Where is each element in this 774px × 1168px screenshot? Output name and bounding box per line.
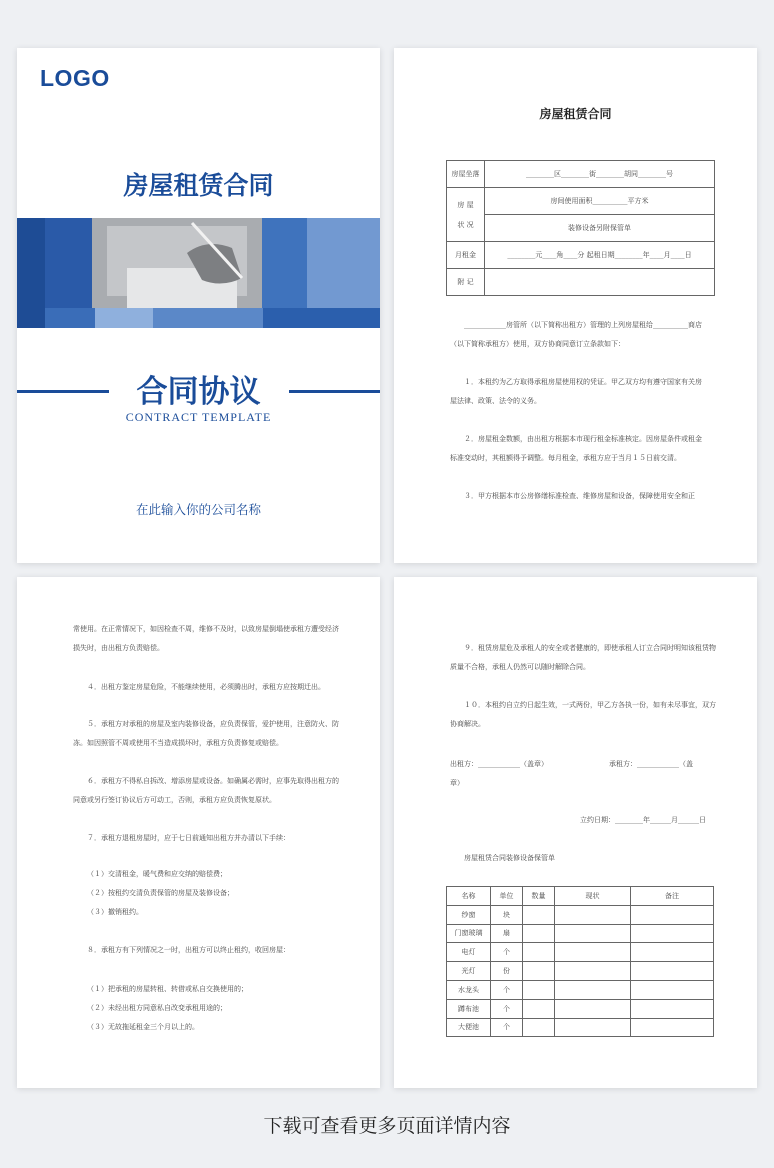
table-row [447,242,715,269]
table-cell: 个 [491,999,523,1018]
table-cell: 个 [491,943,523,962]
equipment-list-title: 房屋租赁合同装修设备保管单 [464,854,555,862]
table-cell [555,962,631,981]
table-cell [631,943,714,962]
table-row [447,188,715,215]
table-cell [631,1018,714,1037]
table-cell: 大便池 [447,1018,491,1037]
cover-banner-image [17,218,380,328]
list-item: （２）未经出租方同意私自改变承租用途的； [87,1004,227,1012]
table-cell: 水龙头 [447,980,491,999]
table-cell [631,905,714,924]
paragraph: １．本租约为乙方取得承租房屋使用权的凭证。甲乙双方均有遵守国家有关房屋法律、政策、法令的义务。 [450,378,702,405]
table-row [447,1018,714,1037]
paragraph: ４．出租方鉴定房屋危险，不能继续使用，必须腾出时，承租方应按期迁出。 [87,683,325,691]
table-cell [485,269,715,296]
paragraph: ____________房管所（以下简称出租方）管理的上列房屋租给__________商店（以下简称承租方）使用，双方协商同意订立条款如下： [450,321,702,348]
table-cell [631,999,714,1018]
table-cell: 个 [491,980,523,999]
paragraph: 常使用。在正常情况下，如因检查不周，维修不及时，以致房屋倒塌使承租方遭受经济损失时，由出租方负责赔偿。 [73,625,339,652]
table-row [447,962,714,981]
table-cell [523,905,555,924]
table-cell: 纱窗 [447,905,491,924]
table-cell [523,980,555,999]
column-header: 单位 [491,887,523,906]
table-cell [555,924,631,943]
table-cell: 个 [491,1018,523,1037]
column-header: 名称 [447,887,491,906]
column-header: 备注 [631,887,714,906]
table-label: 状 况 [457,220,474,229]
lessee-signature-cont: 章） [450,779,464,787]
property-info-table [446,160,715,296]
table-cell: 蹲布池 [447,999,491,1018]
table-row [447,905,714,924]
company-name: 在此输入你的公司名称 [135,502,261,517]
table-cell: ________区________街________胡同________号 [485,161,715,188]
big-title-row [17,366,380,410]
table-cell: 房屋坐落 [447,161,485,188]
contract-page-1 [394,48,757,563]
table-cell: 块 [491,905,523,924]
table-cell [447,188,485,242]
list-item: （１）交清租金，暖气费和应交纳的赔偿费； [87,870,227,878]
table-cell [523,924,555,943]
paragraph: ６．承租方不得私自拆改、增添房屋或设备。如确属必需时，应事先取得出租方的同意或另行签订协议后方可动工，否则，承租方应负责恢复原状。 [73,777,339,804]
table-cell [631,924,714,943]
table-cell: 光灯 [447,962,491,981]
column-header: 现状 [555,887,631,906]
equipment-table [446,886,714,1037]
big-title: 合同协议 [136,374,261,410]
table-cell [523,1018,555,1037]
table-cell: 房间使用面积__________平方米 [485,188,715,215]
column-header: 数量 [523,887,555,906]
equipment-table-body [447,905,714,1037]
table-cell: 门窗玻璃 [447,924,491,943]
table-header-row [447,887,714,906]
list-item: （２）按租约交清负责保管的房屋及装修设备； [87,889,234,897]
table-row [447,215,715,242]
contract-page-3 [394,577,757,1088]
table-row [447,943,714,962]
table-cell: ________元____角____分 起租日期________年____月____日 [485,242,715,269]
cover-page [17,48,380,563]
table-cell [555,943,631,962]
table-label: 房 屋 [457,200,474,209]
paragraph: ３．甲方根据本市公房修缮标准检查、维修房屋和设备，保障使用安全和正 [464,492,695,500]
page-title: 房屋租赁合同 [539,107,612,121]
paragraph: ２．房屋租金数额，由出租方根据本市现行租金标准核定。因房屋条件或租金标准变动时，其租额得予调整。每月租金，承租方应于当月１５日前交清。 [450,435,702,462]
table-cell: 附 记 [447,269,485,296]
cover-subtitle: CONTRACT TEMPLATE [125,410,272,424]
table-cell [523,943,555,962]
table-cell [555,905,631,924]
table-row [447,999,714,1018]
table-cell: 装修设备另附保管单 [485,215,715,242]
paragraph: ５．承租方对承租的房屋及室内装修设备，应负责保管，爱护使用，注意防火、防冻。如因照管不周或使用不当造成损坏时，承租方负责修复或赔偿。 [73,720,339,747]
paragraph: １０．本租约自立约日起生效，一式两份，甲乙方各执一份，如有未尽事宜，双方协商解决。 [450,701,716,728]
table-cell [523,962,555,981]
table-cell: 扇 [491,924,523,943]
list-item: （３）撤销租约。 [87,908,143,916]
table-row [447,161,715,188]
table-cell [555,980,631,999]
table-cell [631,962,714,981]
logo: LOGO [40,65,110,91]
table-cell [555,999,631,1018]
paragraph: ７．承租方退租房屋时，应于七日前通知出租方并办清以下手续： [87,834,290,842]
table-cell: 月租金 [447,242,485,269]
table-row [447,980,714,999]
footer-note: 下载可查看更多页面详情内容 [263,1115,511,1137]
lessor-signature: 出租方：____________（盖章） [450,760,548,768]
cover-title: 房屋租赁合同 [123,171,274,200]
sign-date: 立约日期：________年______月______日 [580,816,706,824]
table-row [447,924,714,943]
paragraph: ８．承租方有下列情况之一时，出租方可以终止租约，收回房屋： [87,946,290,954]
table-cell: 份 [491,962,523,981]
list-item: （１）把承租的房屋转租、转借或私自交换使用的； [87,985,248,993]
table-cell [523,999,555,1018]
paragraph: ９．租赁房屋危及承租人的安全或者健康的，即使承租人订立合同时明知该租赁物质量不合格，承租人仍然可以随时解除合同。 [450,644,716,671]
lessee-signature: 承租方：____________（盖 [609,760,693,768]
table-cell [555,1018,631,1037]
list-item: （３）无故拖延租金三个月以上的。 [87,1023,199,1031]
table-cell: 电灯 [447,943,491,962]
contract-page-2 [17,577,380,1088]
table-cell [631,980,714,999]
table-row [447,269,715,296]
